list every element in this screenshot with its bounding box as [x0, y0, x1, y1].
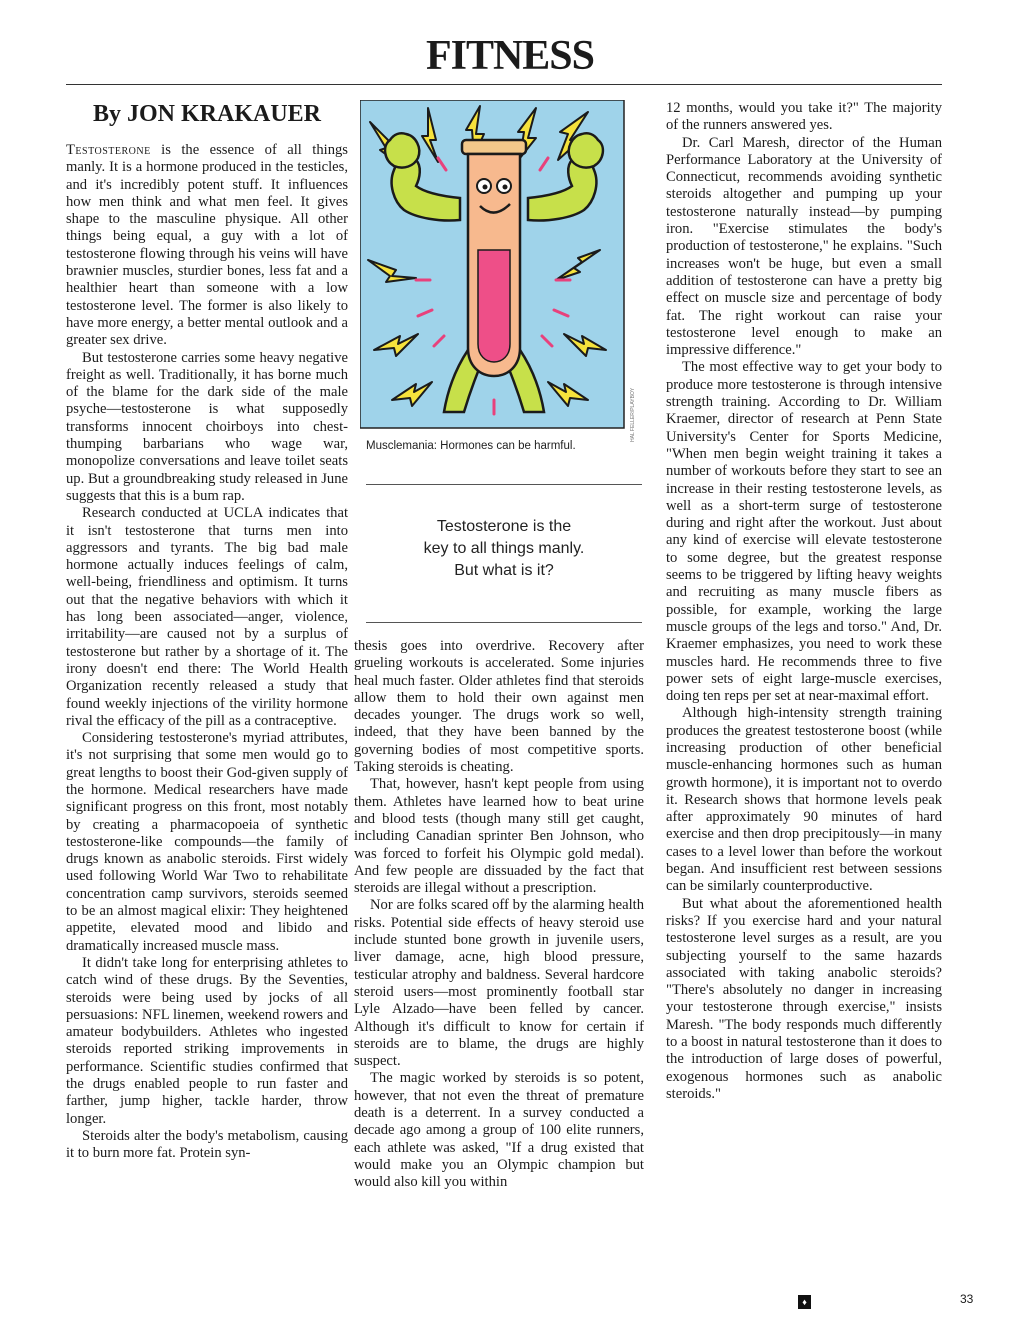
paragraph: The most effective way to get your body to produce more testosterone is through intensive strength training. According to Dr. William Kraemer, director of research at Penn State University's Center for Sports Medicine, "When men begin weight training it takes a number of workouts before they start to see an increase in their resting testosterone levels, as well as a short-term surge of testosterone during and right after the workout. Just about any kind of exercise will elevate testosterone to some degree, but the greatest response seems to be triggered by lifting heavy weights and recruiting as many muscle fibers as possible, for example, working the large muscle groups of the legs and torso." And, Dr. Kraemer emphasizes, you need to work these muscles hard. He recommends three to five power sets of eight large-muscle exercises, doing ten reps per set at near-maximal effort.: [666, 359, 942, 705]
lead-in: Testosterone: [66, 142, 151, 158]
paragraph: thesis goes into overdrive. Recovery after grueling workouts is accelerated. Some injuries heal much faster. Older athletes find that steroids allow them to hold their own against men decades younger. The drugs work so well, indeed, that they have been banned by the governing bodies of most competitive sports. Taking steroids is cheating.: [354, 638, 644, 776]
illustration-credit: HAL FELLER/PLAYBOY: [630, 387, 636, 442]
paragraph: Steroids alter the body's metabolism, causing it to burn more fat. Protein syn-: [66, 1127, 348, 1162]
page-number: 33: [960, 1292, 974, 1306]
article-column-1: [66, 100, 348, 1163]
paragraph-text: is the essence of all things manly. It is a hormone produced in the testicles, and it's incredibly potent stuff. It influences how men think and what men feel. It gives shape to the masculine physique. All other things being equal, a guy with a lot of testosterone flowing through his veins will have brawnier muscles, sturdier bones, less fat and a healthier heart than someone with a low testosterone level. The former is also likely to have more energy, a better mental outlook and a greater sex drive.: [66, 142, 348, 349]
section-title: FITNESS: [425, 33, 595, 79]
illustration-caption: Musclemania: Hormones can be harmful.: [366, 440, 576, 452]
paragraph: That, however, hasn't kept people from using them. Athletes have learned how to beat urine and blood tests (though many still get caught, including Canadian sprinter Ben Johnson, who was forced to forfeit his Olympic gold medal). And few people are dissuaded by the fact that steroids are illegal without a prescription.: [354, 776, 644, 897]
illustration: [360, 100, 646, 470]
playboy-bunny-icon: ♦: [798, 1295, 811, 1309]
pull-quote-rule-bottom: [366, 622, 642, 623]
paragraph: Nor are folks scared off by the alarming health risks. Potential side effects of heavy steroid use include stunted bone growth in juvenile users, liver damage, acne, high blood pressure, testicular atrophy and baldness. Several hardcore steroid users—most prominently football star Lyle Alzado—have been felled by cancer. Although it's difficult to know for certain if steroids are to blame, the drugs are highly suspect.: [354, 897, 644, 1070]
byline: By JON KRAKAUER: [92, 101, 321, 127]
paragraph: It didn't take long for enterprising athletes to catch wind of these drugs. By the Seventies, steroids were being used by jocks of all persuasions: NFL linemen, weekend rowers and amateur bodybuilders. Athletes who ingested steroids reported striking improvements in performance. Scientific studies confirmed that the drugs enabled people to run faster and farther, jump higher, tackle harder, throw longer.: [66, 954, 348, 1127]
article-column-2: [354, 638, 644, 1192]
test-tube-strongman-illustration: [360, 100, 630, 430]
pull-quote-rule-top: [366, 484, 642, 485]
paragraph: But what about the aforementioned health risks? If you exercise hard and your natural testosterone level surges as a result, are you subjecting yourself to the same hazards associated with taking anabolic steroids? "There's absolutely no danger in increasing your testosterone through exercise," insists Maresh. "The body responds much differently to a boost in natural testosterone than it does to the introduction of large doses of powerful, exogenous hormones such as anabolic steroids.": [666, 895, 942, 1102]
paragraph: But testosterone carries some heavy negative freight as well. Traditionally, it has borne much of the blame for the dark side of the male psyche—testosterone is what supposedly transforms innocent choirboys into chest-thumping barbarians who wage war, monopolize conversations and leave toilet seats up. But a groundbreaking study released in June suggests that this is a bum rap.: [66, 349, 348, 504]
paragraph: 12 months, would you take it?" The majority of the runners answered yes.: [666, 100, 942, 134]
paragraph: The magic worked by steroids is so potent, however, that not even the threat of premature death is a deterrent. In a survey conducted a decade ago among a group of 100 elite runners, each athlete was asked, "If a drug existed that would make you an Olympic champion but would also kill you within: [354, 1070, 644, 1191]
end-mark: [794, 1290, 811, 1309]
paragraph: Although high-intensity strength training produces the greatest testosterone boost (while increasing production of other beneficial muscle-enhancing hormones such as human growth hormone), it is important not to overdo it. Research shows that hormone levels peak after approximately 90 minutes of hard exercise and then drop precipitously—in many cases to a level lower than before the workout began. And insufficient rest between sessions can be similarly counterproductive.: [666, 705, 942, 895]
paragraph: [66, 142, 348, 350]
paragraph: Considering testosterone's myriad attributes, it's not surprising that some men would go to great lengths to boost their God-given supply of the hormone. Medical researchers have made significant progress on this front, most notably by creating a pharmacopoeia of synthetic testosterone-like compounds—the family of drugs known as anabolic steroids. First widely used following World War Two to rehabilitate concentration camp survivors, steroids seemed to be an almost magical elixir: They heightened appetite, elevated mood and libido and dramatically increased muscle mass.: [66, 730, 348, 954]
paragraph: Dr. Carl Maresh, director of the Human Performance Laboratory at the University of Connecticut, recommends avoiding synthetic steroids altogether and pumping up your testosterone naturally instead—by pumping iron. "Exercise stimulates the body's production of testosterone," he explains. "Such increases won't be huge, but even a small addition of testosterone can have a pretty big effect on muscle size and percentage of body fat. The right workout can raise your testosterone level enough to make an impressive difference.": [666, 134, 942, 359]
paragraph: Research conducted at UCLA indicates that it isn't testosterone that turns men into aggressors and tyrants. The big bad male hormone actually induces feelings of calm, well-being, friendliness and optimism. It turns out that the negative behaviors with which it has long been associated—anger, violence, irritability—are caused not by a surplus of testosterone but rather by a shortage of it. The irony doesn't end there: The World Health Organization recently released a study that found weekly injections of the virility hormone rival the efficacy of the pill as a contraceptive.: [66, 505, 348, 729]
pull-quote: Testosterone is the key to all things manly. But what is it?: [423, 518, 585, 579]
article-column-3: [666, 100, 942, 1103]
header-rule: [66, 84, 942, 85]
